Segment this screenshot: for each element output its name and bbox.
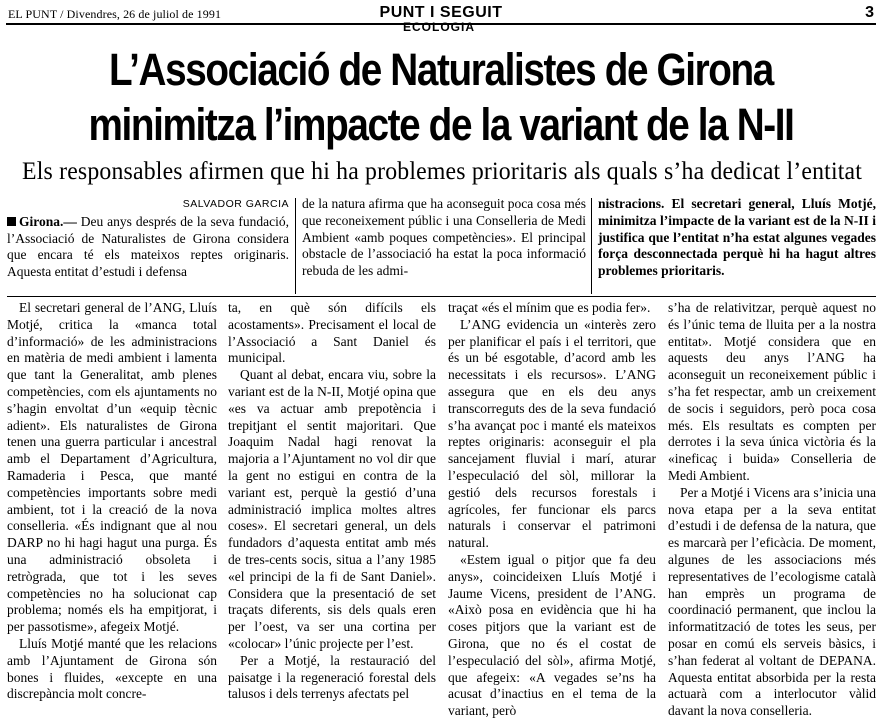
byline: SALVADOR GARCIA bbox=[182, 198, 289, 210]
newspaper-dateline: EL PUNT / Divendres, 26 de juliol de 1991 bbox=[8, 7, 222, 21]
intro-text-2: de la natura afirma que ha aconseguit poca cosa més que reconeixement públic i una Conselleria de Medi Ambient «amb poques competències». El principal obstacle de l’associació ha estat la poca informació rebuda de les admi- bbox=[302, 196, 586, 279]
column-divider bbox=[295, 198, 296, 294]
paragraph: Lluís Motjé manté que les relacions amb l’Ajuntament de Girona són bones i fluides, «excepte en una discrepància molt concre- bbox=[7, 635, 217, 702]
subheadline: Els responsables afirmen que hi ha problemes prioritaris als quals s’ha dedicat l’entitat bbox=[22, 158, 863, 185]
page-number: 3 bbox=[865, 4, 874, 21]
paragraph: Per a Motjé i Vicens ara s’inicia una nova etapa per a la seva entitat d’estudi i de defensa de la natura, que es marcarà per l’eficàcia. De moment, algunes de les associacions més representatives de l’ecologisme català han emprès un programa de coordinació permanent, que inclou la informatització de totes les seus, per posar en comú els serveis bàsics, i s’han federat al voltant de DEPANA. Aquesta entitat absorbida per la resta actuarà com a interlocutor vàlid davant la nova conselleria. bbox=[668, 484, 876, 719]
section-tag: ECOLOGIA bbox=[402, 20, 475, 34]
body-column-4 bbox=[668, 300, 876, 719]
intro-rule bbox=[7, 296, 876, 297]
paragraph: Quant al debat, encara viu, sobre la variant est de la N-II, Motjé opina que «es va actuar amb prepotència i trepitjant el sentit majoritari. Que Joaquim Nadal hagi renovat la majoria a l’Ajuntament no vol dir que la gent no estigui en contra de la variant est, perquè la gestió d’una administració implica moltes altres coses». El secretari general, un dels fundadors d’aquesta entitat amb més de tres-cents socis, situa a l’any 1985 «el principi de la fi de Sant Daniel». Considera que la presentació de set traçats diferents, sis dels quals eren per l’oest, va ser una cortina per «colocar» l’únic projecte per l’est. bbox=[228, 367, 436, 651]
dateline: Girona.— bbox=[19, 213, 77, 229]
headline-line-1: L’Associació de Naturalistes de Girona bbox=[109, 44, 773, 95]
intro-column-1 bbox=[7, 196, 289, 296]
paragraph: El secretari general de l’ANG, Lluís Motjé, critica la «manca total d’informació» de les administracions en matèria de medi ambient i lamenta que tant la Generalitat, amb plenes competències, com els ajuntaments no s’hagin envoltat d’un «equip tècnic adient». Els naturalistes de Girona tenen una guerra particular i ancestral amb el Departament d’Agricultura, Ramaderia i Pesca, que manté competències importants sobre medi ambient, tot i la creació de la nova conselleria. «És indignant que al nou DARP no hi hagi hagut una purga. És una administració obsoleta i retrògrada, que tot i les seves competències no ha solucionat cap problema; només els ha empitjorat, i per passotisme», afegeix Motjé. bbox=[7, 300, 217, 635]
paragraph: ta, en què són difícils els acostaments». Precisament el local de l’Associació a Sant Daniel és municipal. bbox=[228, 300, 436, 366]
column-divider bbox=[591, 198, 592, 294]
intro-text-3: nistracions. El secretari general, Lluís Motjé, minimitza l’impacte de la variant est de la N-II i justifica que l’entitat n’ha estat algunes vegades força desconnectada perquè hi ha hagut altres problemes prioritaris. bbox=[598, 196, 876, 279]
intro-text-1: Deu anys després de la seva fundació, l’Associació de Naturalistes de Girona considera que encara té els mateixos reptes originaris. Aquesta entitat d’estudi i defensa bbox=[7, 213, 289, 280]
headline-line-2: minimitza l’impacte de la variant de la N-II bbox=[88, 99, 794, 150]
intro-column-2 bbox=[302, 196, 586, 296]
paragraph: s’ha de relativitzar, perquè aquest no és l’únic tema de lluita per a la nostra entitat». Motjé considera que en aquests deu anys l’ANG ha aconseguit un reconeixement públic i s’ha fet respectar, amb un creixement de socis i seguidors, però poca cosa més. Els resultats es compten per derrotes i la seva única victòria és la «ineficaç i buida» Conselleria de Medi Ambient. bbox=[668, 300, 876, 483]
body-column-2 bbox=[228, 300, 436, 702]
section-title: PUNT I SEGUIT bbox=[379, 4, 503, 21]
paragraph: «Estem igual o pitjor que fa deu anys», coincideixen Lluís Motjé i Jaume Vicens, president de l’ANG. «Això posa en evidència que hi ha coses pitjors que la variant est de Girona, que no és el costat de l’especulació del sòl», afirma Motjé, que afegeix: «A vegades se’ns ha acusat d’inactius en el tema de la variant, però bbox=[448, 551, 656, 719]
square-bullet-icon bbox=[7, 217, 16, 226]
intro-paragraph-1 bbox=[7, 214, 289, 281]
body-column-3 bbox=[448, 300, 656, 719]
paragraph: traçat «és el mínim que es podia fer». bbox=[448, 300, 651, 315]
body-column-1 bbox=[7, 300, 217, 702]
intro-column-3 bbox=[598, 196, 876, 296]
paragraph: L’ANG evidencia un «interès zero per planificar el país i el territori, que és un bé esgotable, d’acord amb les necessitats i els recursos». L’ANG assegura que en els deu anys transcorreguts des de la seva fundació s’ha avançat poc i manté els mateixos reptes originaris: aconseguir el pla sancejament fluvial i marí, aturar l’especulació del sòl, millorar la gestió dels recursos forestals i agrícoles, fer funcionar els parcs naturals i conservar el patrimoni natural. bbox=[448, 316, 656, 551]
paragraph: Per a Motjé, la restauració del paisatge i la regeneració forestal dels talusos i dels terrenys afectats pel bbox=[228, 652, 436, 702]
